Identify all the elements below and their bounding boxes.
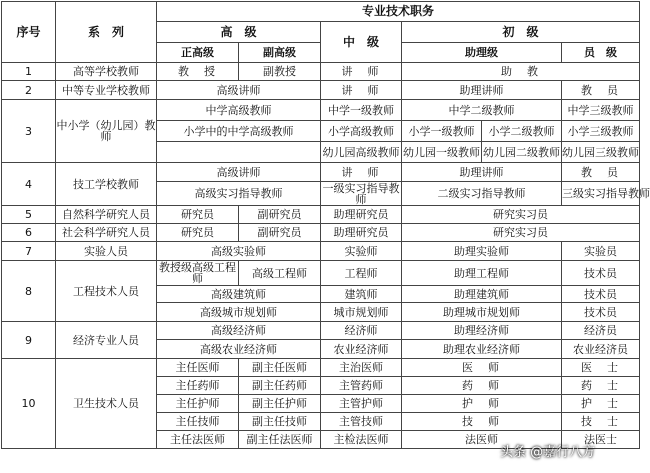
title-cell: 技术员 xyxy=(562,286,640,303)
header-professional-title: 专业技术职务 xyxy=(157,2,640,22)
title-cell: 小学高级教师 xyxy=(321,121,402,142)
title-cell: 助理建筑师 xyxy=(402,286,562,303)
header-senior: 高 级 xyxy=(157,22,321,43)
table-row xyxy=(2,100,640,121)
title-cell: 研究员 xyxy=(157,224,239,242)
series-name: 自然科学研究人员 xyxy=(56,206,157,224)
watermark-text: 头条 @嘉行八方 xyxy=(500,445,596,460)
title-cell: 教 员 xyxy=(562,163,640,182)
professional-title-table xyxy=(1,1,650,449)
title-cell: 主检法医师 xyxy=(321,431,402,449)
title-cell: 高级经济师 xyxy=(157,322,321,340)
title-cell: 助 教 xyxy=(402,63,640,81)
title-cell: 幼儿园三级教师 xyxy=(562,142,640,163)
table-row xyxy=(2,242,640,261)
title-cell: 医 士 xyxy=(562,359,640,377)
title-cell: 助理农业经济师 xyxy=(402,340,562,359)
title-cell: 高级讲师 xyxy=(157,163,321,182)
title-cell: 副主任技师 xyxy=(239,413,321,431)
title-cell: 高级实验师 xyxy=(157,242,321,261)
header-seq: 序号 xyxy=(2,2,56,63)
title-cell: 实验师 xyxy=(321,242,402,261)
title-cell: 经济员 xyxy=(562,322,640,340)
row-number: 6 xyxy=(2,224,56,242)
title-cell: 研究实习员 xyxy=(402,206,640,224)
title-cell: 中学三级教师 xyxy=(562,100,640,121)
title-cell: 高级城市规划师 xyxy=(157,303,321,322)
title-cell: 小学一级教师 xyxy=(402,121,482,142)
title-cell: 法医士 xyxy=(562,431,640,449)
title-cell: 助理工程师 xyxy=(402,261,562,286)
header-middle: 中 级 xyxy=(321,22,402,63)
title-cell: 技 师 xyxy=(402,413,562,431)
title-cell: 教 员 xyxy=(562,81,640,100)
title-cell: 讲 师 xyxy=(321,63,402,81)
title-cell: 主管药师 xyxy=(321,377,402,395)
table-row xyxy=(2,163,640,182)
series-name: 工程技术人员 xyxy=(56,261,157,322)
table-row xyxy=(2,81,640,100)
series-name: 技工学校教师 xyxy=(56,163,157,206)
title-cell: 主管技师 xyxy=(321,413,402,431)
row-number: 1 xyxy=(2,63,56,81)
title-cell: 技 士 xyxy=(562,413,640,431)
header-junior-assistant: 助理级 xyxy=(402,43,562,63)
title-cell: 护 师 xyxy=(402,395,562,413)
title-cell: 小学二级教师 xyxy=(482,121,562,142)
title-cell: 副教授 xyxy=(239,63,321,81)
title-cell: 高级建筑师 xyxy=(157,286,321,303)
title-cell: 研究员 xyxy=(157,206,239,224)
title-cell: 医 师 xyxy=(402,359,562,377)
title-cell: 幼儿园二级教师 xyxy=(482,142,562,163)
series-name: 社会科学研究人员 xyxy=(56,224,157,242)
row-number: 9 xyxy=(2,322,56,359)
row-number: 10 xyxy=(2,359,56,449)
header-senior-deputy: 副高级 xyxy=(239,43,321,63)
row-number: 5 xyxy=(2,206,56,224)
title-cell: 副主任医师 xyxy=(239,359,321,377)
title-cell: 高级讲师 xyxy=(157,81,321,100)
title-cell: 经济师 xyxy=(321,322,402,340)
title-cell: 主任技师 xyxy=(157,413,239,431)
title-cell: 技术员 xyxy=(562,303,640,322)
title-cell: 副主任法医师 xyxy=(239,431,321,449)
table-row xyxy=(2,322,640,340)
title-cell: 讲 师 xyxy=(321,81,402,100)
title-cell: 助理经济师 xyxy=(402,322,562,340)
title-cell: 副研究员 xyxy=(239,224,321,242)
title-cell: 小学中的中学高级教师 xyxy=(157,121,321,142)
title-cell: 主任医师 xyxy=(157,359,239,377)
table-row xyxy=(2,206,640,224)
title-cell: 副主任护师 xyxy=(239,395,321,413)
title-cell: 助理城市规划师 xyxy=(402,303,562,322)
title-cell: 助理讲师 xyxy=(402,163,562,182)
header-series: 系 列 xyxy=(56,2,157,63)
series-name: 中小学（幼儿园）教师 xyxy=(56,100,157,163)
table-row xyxy=(2,359,640,377)
title-cell: 药 士 xyxy=(562,377,640,395)
table-row xyxy=(2,224,640,242)
header-junior: 初 级 xyxy=(402,22,640,43)
title-cell: 助理研究员 xyxy=(321,206,402,224)
title-cell: 高级实习指导教师 xyxy=(157,182,321,206)
table-row xyxy=(2,63,640,81)
header-senior-full: 正高级 xyxy=(157,43,239,63)
series-name: 高等学校教师 xyxy=(56,63,157,81)
title-cell: 农业经济员 xyxy=(562,340,640,359)
row-number: 2 xyxy=(2,81,56,100)
title-cell: 主任护师 xyxy=(157,395,239,413)
title-cell: 幼儿园高级教师 xyxy=(321,142,402,163)
title-cell: 讲 师 xyxy=(321,163,402,182)
row-number: 3 xyxy=(2,100,56,163)
title-cell: 城市规划师 xyxy=(321,303,402,322)
title-cell: 二级实习指导教师 xyxy=(402,182,562,206)
empty-cell xyxy=(157,142,321,163)
header-junior-member: 员 级 xyxy=(562,43,640,63)
title-cell: 幼儿园一级教师 xyxy=(402,142,482,163)
title-cell: 三级实习指导教师 xyxy=(562,182,640,206)
title-cell: 技术员 xyxy=(562,261,640,286)
title-cell: 主任药师 xyxy=(157,377,239,395)
title-cell: 药 师 xyxy=(402,377,562,395)
row-number: 8 xyxy=(2,261,56,322)
title-cell: 教 授 xyxy=(157,63,239,81)
title-cell: 中学高级教师 xyxy=(157,100,321,121)
title-cell: 助理研究员 xyxy=(321,224,402,242)
series-name: 实验人员 xyxy=(56,242,157,261)
title-cell: 副主任药师 xyxy=(239,377,321,395)
title-cell: 副研究员 xyxy=(239,206,321,224)
title-cell: 高级农业经济师 xyxy=(157,340,321,359)
title-cell: 实验员 xyxy=(562,242,640,261)
row-number: 4 xyxy=(2,163,56,206)
title-cell: 教授级高级工程师 xyxy=(157,261,239,286)
row-number: 7 xyxy=(2,242,56,261)
series-name: 经济专业人员 xyxy=(56,322,157,359)
title-cell: 中学二级教师 xyxy=(402,100,562,121)
series-name: 卫生技术人员 xyxy=(56,359,157,449)
title-cell: 研究实习员 xyxy=(402,224,640,242)
title-cell: 主任法医师 xyxy=(157,431,239,449)
title-cell: 中学一级教师 xyxy=(321,100,402,121)
title-cell: 法医师 xyxy=(402,431,562,449)
title-cell: 建筑师 xyxy=(321,286,402,303)
series-name: 中等专业学校教师 xyxy=(56,81,157,100)
title-cell: 助理讲师 xyxy=(402,81,562,100)
title-cell: 主管护师 xyxy=(321,395,402,413)
title-cell: 助理实验师 xyxy=(402,242,562,261)
title-cell: 一级实习指导教师 xyxy=(322,181,400,206)
title-cell: 农业经济师 xyxy=(321,340,402,359)
title-cell: 工程师 xyxy=(321,261,402,286)
title-cell: 小学三级教师 xyxy=(562,121,640,142)
table-row xyxy=(2,261,640,286)
title-cell: 高级工程师 xyxy=(239,261,321,286)
title-cell: 主治医师 xyxy=(321,359,402,377)
title-cell: 护 士 xyxy=(562,395,640,413)
